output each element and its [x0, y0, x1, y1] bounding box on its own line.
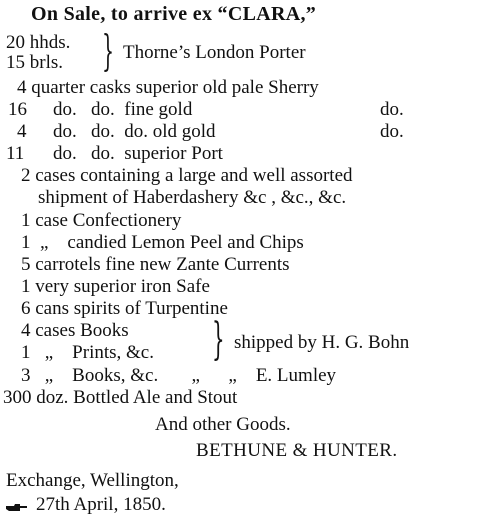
sherry-line: 4 quarter casks superior old pale Sherry — [17, 77, 319, 98]
old-gold-ditto: do. — [380, 121, 404, 142]
books-brace: } — [212, 314, 225, 365]
porter-qty-brls: 15 brls. — [6, 52, 63, 73]
safe-line: 1 very superior iron Safe — [21, 276, 210, 297]
porter-qty-hhds: 20 hhds. — [6, 32, 71, 53]
haberdashery-line-1: 2 cases containing a large and well assorted — [21, 165, 353, 186]
heading: On Sale, to arrive ex “CLARA,” — [31, 3, 317, 25]
pointing-hand-icon — [6, 503, 28, 512]
confectionery-line: 1 case Confectionery — [21, 210, 182, 231]
haberdashery-line-2: shipment of Haberdashery &c , &c., &c. — [38, 187, 347, 208]
place-line: Exchange, Wellington, — [6, 470, 179, 491]
fine-gold-ditto: do. — [380, 99, 404, 120]
fine-gold-line: do. do. fine gold — [53, 99, 193, 120]
fine-gold-qty: 16 — [8, 99, 27, 120]
other-goods: And other Goods. — [155, 414, 291, 435]
date-line: 27th April, 1850. — [36, 494, 166, 515]
books-line-1: 4 cases Books — [21, 320, 129, 341]
shipped-by-bohn: shipped by H. G. Bohn — [234, 332, 410, 353]
ale-line: 300 doz. Bottled Ale and Stout — [3, 387, 238, 408]
lemon-peel-line: 1 „ candied Lemon Peel and Chips — [21, 232, 304, 253]
porter-brace: } — [102, 26, 115, 75]
books-line-2: 1 „ Prints, &c. — [21, 342, 154, 363]
books-line-3: 3 „ Books, &c. „ „ E. Lumley — [21, 365, 337, 386]
port-line: do. do. superior Port — [53, 143, 223, 164]
turpentine-line: 6 cans spirits of Turpentine — [21, 298, 228, 319]
porter-item: Thorne’s London Porter — [123, 42, 306, 63]
old-gold-line: do. do. do. old gold — [53, 121, 216, 142]
old-gold-qty: 4 — [17, 121, 27, 142]
port-qty: 11 — [6, 143, 25, 164]
firm-name: BETHUNE & HUNTER. — [196, 440, 398, 461]
currants-line: 5 carrotels fine new Zante Currents — [21, 254, 290, 275]
